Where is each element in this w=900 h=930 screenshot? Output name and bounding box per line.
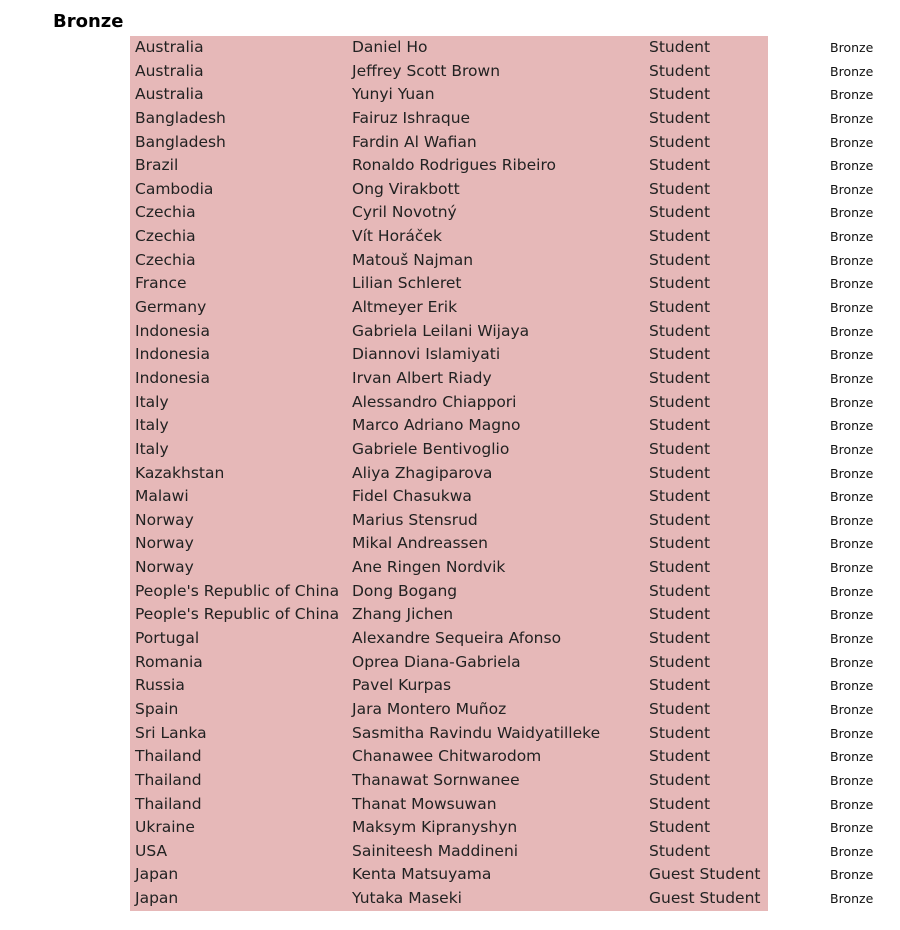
medal-cell: Bronze: [830, 300, 874, 316]
country-cell: Thailand: [135, 770, 202, 789]
table-row: [0, 603, 900, 627]
country-cell: Cambodia: [135, 179, 214, 198]
table-row: [0, 83, 900, 107]
table-row: [0, 391, 900, 415]
country-cell: Czechia: [135, 203, 196, 222]
medal-cell: Bronze: [830, 252, 874, 268]
table-row: [0, 509, 900, 533]
name-cell: Jeffrey Scott Brown: [352, 61, 501, 80]
country-cell: Thailand: [135, 794, 202, 813]
table-row: [0, 414, 900, 438]
name-cell: Kenta Matsuyama: [352, 865, 492, 884]
name-cell: Matouš Najman: [352, 250, 474, 269]
name-cell: Daniel Ho: [352, 38, 428, 56]
role-cell: Student: [649, 723, 711, 742]
table-row: [0, 580, 900, 604]
country-cell: People's Republic of China: [135, 605, 340, 624]
medal-cell: Bronze: [830, 796, 874, 812]
medal-cell: Bronze: [830, 40, 874, 55]
table-row: [0, 296, 900, 320]
name-cell: Alessandro Chiappori: [352, 392, 517, 411]
country-cell: Indonesia: [135, 321, 210, 340]
country-cell: Portugal: [135, 629, 200, 648]
medal-cell: Bronze: [830, 512, 874, 528]
medal-cell: Bronze: [830, 229, 874, 245]
country-cell: Bangladesh: [135, 132, 226, 151]
role-cell: Student: [649, 250, 711, 269]
country-cell: Czechia: [135, 250, 196, 269]
medal-cell: Bronze: [830, 536, 874, 552]
table-row: [0, 769, 900, 793]
name-cell: Mikal Andreassen: [352, 534, 488, 553]
table-row: [0, 60, 900, 84]
table-row: [0, 154, 900, 178]
table-row: [0, 178, 900, 202]
table-row: [0, 651, 900, 675]
table-row: [0, 249, 900, 273]
country-cell: Romania: [135, 652, 203, 671]
medal-cell: Bronze: [830, 560, 874, 576]
bronze-table: [0, 36, 900, 911]
name-cell: Chanawee Chitwarodom: [352, 747, 542, 766]
country-cell: Spain: [135, 699, 179, 718]
role-cell: Student: [649, 558, 711, 577]
role-cell: Student: [649, 605, 711, 624]
country-cell: Indonesia: [135, 368, 210, 387]
medal-cell: Bronze: [830, 607, 874, 623]
role-cell: Student: [649, 108, 711, 127]
role-cell: Student: [649, 794, 711, 813]
name-cell: Ane Ringen Nordvik: [352, 558, 506, 577]
medal-cell: Bronze: [830, 867, 874, 883]
table-row: [0, 225, 900, 249]
medal-cell: Bronze: [830, 678, 874, 694]
medal-cell: Bronze: [830, 394, 874, 410]
country-cell: Italy: [135, 439, 169, 458]
name-cell: Yutaka Maseki: [352, 889, 462, 908]
name-cell: Marco Adriano Magno: [352, 416, 521, 435]
name-cell: Dong Bogang: [352, 581, 458, 600]
role-cell: Student: [649, 85, 711, 104]
table-row: [0, 272, 900, 296]
country-cell: Brazil: [135, 156, 179, 175]
name-cell: Irvan Albert Riady: [352, 368, 492, 387]
name-cell: Vít Horáček: [352, 227, 442, 246]
medal-cell: Bronze: [830, 87, 874, 103]
name-cell: Gabriela Leilani Wijaya: [352, 321, 530, 340]
role-cell: Student: [649, 818, 711, 837]
table-row: [0, 343, 900, 367]
role-cell: Guest Student: [649, 889, 761, 908]
name-cell: Yunyi Yuan: [352, 85, 435, 104]
medal-cell: Bronze: [830, 583, 874, 599]
medal-cell: Bronze: [830, 134, 874, 150]
table-row: [0, 674, 900, 698]
name-cell: Fairuz Ishraque: [352, 108, 471, 127]
name-cell: Thanawat Sornwanee: [352, 770, 520, 789]
country-cell: Japan: [135, 889, 179, 908]
role-cell: Student: [649, 487, 711, 506]
medal-cell: Bronze: [830, 820, 874, 836]
medal-cell: Bronze: [830, 323, 874, 339]
medal-cell: Bronze: [830, 158, 874, 174]
country-cell: Australia: [135, 85, 204, 104]
table-row: [0, 532, 900, 556]
role-cell: Guest Student: [649, 865, 761, 884]
medal-cell: Bronze: [830, 772, 874, 788]
name-cell: Cyril Novotný: [352, 203, 457, 222]
country-cell: People's Republic of China: [135, 581, 340, 600]
role-cell: Student: [649, 439, 711, 458]
country-cell: Norway: [135, 534, 194, 553]
role-cell: Student: [649, 581, 711, 600]
name-cell: Lilian Schleret: [352, 274, 462, 293]
role-cell: Student: [649, 463, 711, 482]
medal-cell: Bronze: [830, 725, 874, 741]
name-cell: Altmeyer Erik: [352, 298, 458, 317]
table-row: [0, 201, 900, 225]
role-cell: Student: [649, 770, 711, 789]
country-cell: Thailand: [135, 747, 202, 766]
medal-cell: Bronze: [830, 441, 874, 457]
country-cell: France: [135, 274, 187, 293]
table-row: [0, 438, 900, 462]
country-cell: Italy: [135, 416, 169, 435]
name-cell: Ronaldo Rodrigues Ribeiro: [352, 156, 556, 175]
medal-cell: Bronze: [830, 891, 874, 907]
country-cell: Indonesia: [135, 345, 210, 364]
country-cell: Sri Lanka: [135, 723, 207, 742]
name-cell: Oprea Diana-Gabriela: [352, 652, 521, 671]
role-cell: Student: [649, 368, 711, 387]
table-row: [0, 840, 900, 864]
role-cell: Student: [649, 345, 711, 364]
medal-cell: Bronze: [830, 631, 874, 647]
table-row: [0, 107, 900, 131]
country-cell: Bangladesh: [135, 108, 226, 127]
country-cell: Ukraine: [135, 818, 195, 837]
name-cell: Jara Montero Muñoz: [352, 699, 507, 718]
role-cell: Student: [649, 179, 711, 198]
medal-cell: Bronze: [830, 276, 874, 292]
medal-cell: Bronze: [830, 370, 874, 386]
medal-cell: Bronze: [830, 347, 874, 363]
role-cell: Student: [649, 392, 711, 411]
medal-cell: Bronze: [830, 489, 874, 505]
table-row: [0, 462, 900, 486]
name-cell: Maksym Kipranyshyn: [352, 818, 518, 837]
table-row: [0, 698, 900, 722]
role-cell: Student: [649, 841, 711, 860]
section-title: Bronze: [53, 11, 124, 32]
name-cell: Zhang Jichen: [352, 605, 454, 624]
medal-cell: Bronze: [830, 110, 874, 126]
role-cell: Student: [649, 652, 711, 671]
role-cell: Student: [649, 298, 711, 317]
role-cell: Student: [649, 676, 711, 695]
table-row: [0, 485, 900, 509]
table-row: [0, 36, 900, 60]
name-cell: Sasmitha Ravindu Waidyatilleke: [352, 723, 601, 742]
medal-cell: Bronze: [830, 181, 874, 197]
name-cell: Aliya Zhagiparova: [352, 463, 493, 482]
table-row: [0, 722, 900, 746]
country-cell: Kazakhstan: [135, 463, 225, 482]
table-row: [0, 556, 900, 580]
country-cell: Czechia: [135, 227, 196, 246]
country-cell: Russia: [135, 676, 185, 695]
country-cell: Malawi: [135, 487, 189, 506]
name-cell: Fidel Chasukwa: [352, 487, 472, 506]
medal-cell: Bronze: [830, 843, 874, 859]
medal-cell: Bronze: [830, 465, 874, 481]
name-cell: Diannovi Islamiyati: [352, 345, 501, 364]
medal-cell: Bronze: [830, 654, 874, 670]
name-cell: Sainiteesh Maddineni: [352, 841, 519, 860]
country-cell: Norway: [135, 558, 194, 577]
medal-cell: Bronze: [830, 63, 874, 79]
table-row: [0, 793, 900, 817]
table-row: [0, 320, 900, 344]
table-row: [0, 863, 900, 887]
medal-cell: Bronze: [830, 418, 874, 434]
table-row: [0, 627, 900, 651]
country-cell: USA: [135, 841, 168, 860]
name-cell: Alexandre Sequeira Afonso: [352, 629, 562, 648]
name-cell: Ong Virakbott: [352, 179, 460, 198]
role-cell: Student: [649, 274, 711, 293]
table-row: [0, 367, 900, 391]
role-cell: Student: [649, 747, 711, 766]
name-cell: Fardin Al Wafian: [352, 132, 477, 151]
role-cell: Student: [649, 132, 711, 151]
table-row: [0, 131, 900, 155]
table-row: [0, 745, 900, 769]
medal-cell: Bronze: [830, 701, 874, 717]
country-cell: Australia: [135, 38, 204, 56]
role-cell: Student: [649, 61, 711, 80]
role-cell: Student: [649, 699, 711, 718]
role-cell: Student: [649, 534, 711, 553]
role-cell: Student: [649, 510, 711, 529]
country-cell: Germany: [135, 298, 207, 317]
country-cell: Japan: [135, 865, 179, 884]
country-cell: Australia: [135, 61, 204, 80]
medal-cell: Bronze: [830, 205, 874, 221]
table-row: [0, 816, 900, 840]
role-cell: Student: [649, 203, 711, 222]
name-cell: Gabriele Bentivoglio: [352, 439, 510, 458]
country-cell: Norway: [135, 510, 194, 529]
role-cell: Student: [649, 227, 711, 246]
role-cell: Student: [649, 38, 711, 56]
table-row: [0, 887, 900, 911]
name-cell: Marius Stensrud: [352, 510, 478, 529]
name-cell: Pavel Kurpas: [352, 676, 452, 695]
medal-cell: Bronze: [830, 749, 874, 765]
role-cell: Student: [649, 156, 711, 175]
name-cell: Thanat Mowsuwan: [352, 794, 497, 813]
role-cell: Student: [649, 629, 711, 648]
role-cell: Student: [649, 321, 711, 340]
role-cell: Student: [649, 416, 711, 435]
country-cell: Italy: [135, 392, 169, 411]
